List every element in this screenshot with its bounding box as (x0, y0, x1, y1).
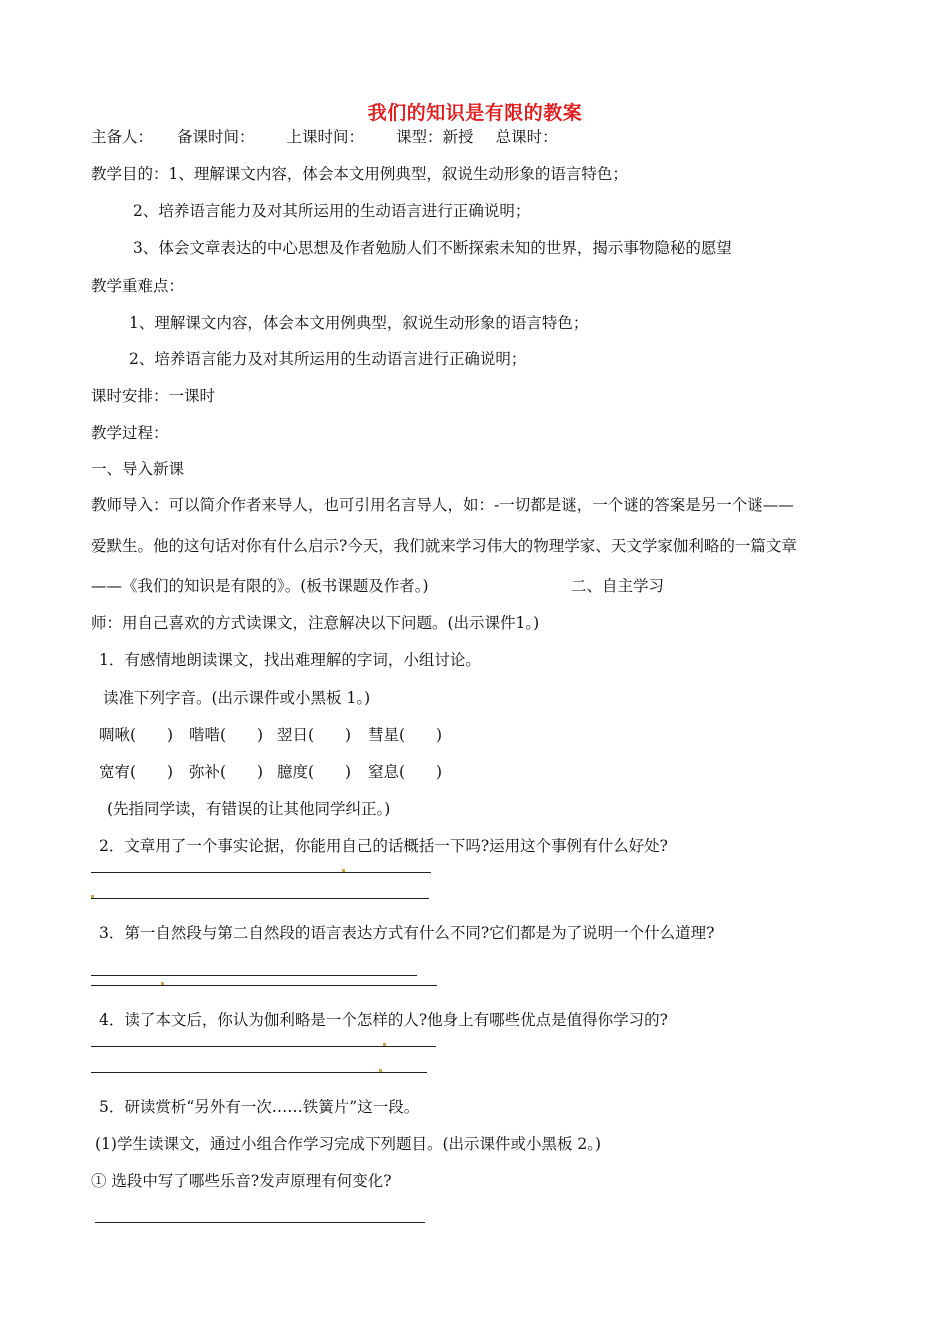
marker-dot (91, 895, 94, 898)
key-point-1: 1、理解课文内容，体会本文用例典型，叙说生动形象的语言特色； (129, 314, 589, 332)
word-item: 彗星( ) (368, 726, 443, 744)
section-1-heading: 一、导入新课 (91, 460, 185, 478)
word-row-1 (99, 725, 442, 745)
word-item: 喈喈( ) (189, 726, 264, 744)
marker-dot (342, 869, 345, 872)
word-row-2 (99, 762, 442, 782)
question-5-item-1: ① 选段中写了哪些乐音?发声原理有何变化? (91, 1172, 392, 1190)
word-item: 宽宥( ) (99, 763, 174, 781)
answer-line[interactable] (91, 985, 437, 986)
question-4: 4．读了本文后，你认为伽利略是一个怎样的人?他身上有哪些优点是值得你学习的? (99, 1011, 668, 1029)
question-3: 3．第一自然段与第二自然段的语言表达方式有什么不同?它们都是为了说明一个什么道理? (99, 924, 715, 942)
marker-dot (161, 982, 164, 985)
question-1-note: (先指同学读，有错误的让其他同学纠正。) (107, 800, 391, 818)
word-item: 臆度( ) (277, 763, 352, 781)
meta-line (91, 127, 558, 147)
word-item: 翌日( ) (277, 726, 352, 744)
key-points-heading: 教学重难点： (91, 277, 185, 295)
intro-line-3: ——《我们的知识是有限的》。(板书课题及作者。) (91, 577, 429, 595)
objective-line-3: 3、体会文章表达的中心思想及作者勉励人们不断探索未知的世界，揭示事物隐秘的愿望 (133, 239, 732, 257)
word-item: 窒息( ) (368, 763, 443, 781)
meta-class-time: 上课时间： (286, 128, 365, 146)
section-2-heading: 二、自主学习 (571, 577, 665, 595)
word-item: 啁啾( ) (99, 726, 174, 744)
word-item: 弥补( ) (189, 763, 264, 781)
schedule-line: 课时安排：一课时 (91, 387, 216, 405)
objective-line-2: 2、培养语言能力及对其所运用的生动语言进行正确说明； (133, 202, 531, 220)
answer-line[interactable] (91, 898, 429, 899)
answer-line[interactable] (91, 872, 431, 873)
process-heading: 教学过程： (91, 424, 169, 442)
marker-dot (383, 1043, 386, 1046)
question-5: 5．研读赏析“另外有一次……铁簧片”这一段。 (99, 1098, 420, 1116)
question-1-sub: 读准下列字音。(出示课件或小黑板 1。) (103, 689, 371, 707)
meta-prep-time: 备课时间： (177, 128, 255, 146)
intro-line-1: 教师导入：可以简介作者来导人，也可引用名言导人，如：-一切都是谜，一个谜的答案是另一个谜—— (91, 496, 794, 514)
key-point-2: 2、培养语言能力及对其所运用的生动语言进行正确说明； (129, 350, 527, 368)
question-2: 2．文章用了一个事实论据，你能用自己的话概括一下吗?运用这个事例有什么好处? (99, 837, 668, 855)
teacher-instruction: 师：用自己喜欢的方式读课文，注意解决以下问题。(出示课件1。) (91, 614, 540, 632)
meta-type: 课型：新授 (396, 128, 474, 146)
meta-preparer: 主备人： (91, 128, 154, 146)
answer-line[interactable] (91, 1072, 427, 1073)
objective-line-1: 教学目的：1、理解课文内容，体会本文用例典型，叙说生动形象的语言特色； (91, 165, 628, 183)
document-title: 我们的知识是有限的教案 (367, 102, 583, 124)
question-1: 1．有感情地朗读课文，找出难理解的字词，小组讨论。 (99, 651, 481, 669)
answer-line[interactable] (91, 975, 417, 976)
question-5-sub: (1)学生读课文，通过小组合作学习完成下列题目。(出示课件或小黑板 2。) (95, 1135, 602, 1153)
answer-line[interactable] (95, 1222, 425, 1223)
intro-line-2: 爱默生。他的这句话对你有什么启示?今天，我们就来学习伟大的物理学家、天文学家伽利略的一篇文章 (91, 537, 797, 555)
marker-dot (379, 1069, 382, 1072)
answer-line[interactable] (91, 1046, 436, 1047)
meta-total: 总课时： (495, 128, 558, 146)
